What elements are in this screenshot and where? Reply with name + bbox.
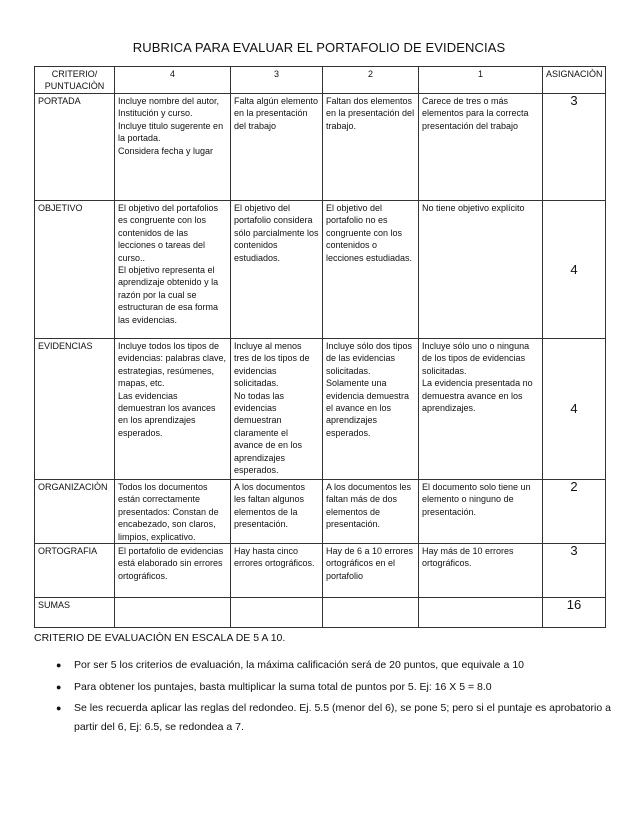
cell-text: Incluye sólo uno o ninguna de los tipos de evidencias solicitadas. <box>422 341 530 376</box>
criterion-cell: PORTADA <box>35 94 115 201</box>
cell-score-3 <box>231 544 323 598</box>
empty-cell <box>115 598 231 628</box>
cell-text: Hay más de 10 errores ortográficos. <box>422 546 514 569</box>
notes-list <box>56 656 616 739</box>
list-item <box>56 678 616 697</box>
header-row <box>35 67 606 94</box>
cell-text: Todos los documentos están correctamente presentados: Constan de encabezado, son claros, limpios, explicativo. <box>118 482 219 542</box>
cell-score-1 <box>419 480 543 544</box>
score-cell: 3 <box>543 94 606 201</box>
cell-text: El objetivo del portafolio no es congruente con los contenidos o lecciones estudiadas. <box>326 203 413 263</box>
criteria-title: CRITERIO DE EVALUACIÒN EN ESCALA DE 5 A 10. <box>34 632 286 644</box>
note-text: Para obtener los puntajes, basta multiplicar la suma total de puntos por 5. Ej: 16 X 5 = 8.0 <box>74 680 492 693</box>
header-score-2: 2 <box>323 67 419 94</box>
cell-score-1 <box>419 339 543 480</box>
cell-score-2 <box>323 94 419 201</box>
header-score-4: 4 <box>115 67 231 94</box>
header-criterio: CRITERIO/ PUNTUACIÒN <box>35 67 115 94</box>
cell-text: Carece de tres o más elementos para la correcta presentación del trabajo <box>422 96 529 131</box>
criterion-cell: ORGANIZACIÒN <box>35 480 115 544</box>
cell-text: Hay de 6 a 10 errores ortográficos en el portafolio <box>326 546 414 581</box>
cell-score-4 <box>115 339 231 480</box>
cell-text: Incluye titulo sugerente en la portada. <box>118 120 224 144</box>
cell-text: A los documentos les faltan algunos elementos de la presentación. <box>234 482 306 530</box>
cell-score-1 <box>419 94 543 201</box>
table-row <box>35 339 606 480</box>
cell-text: Solamente una evidencia demuestra el avance en los aprendizajes esperados. <box>326 378 410 438</box>
table-row <box>35 480 606 544</box>
sum-row <box>35 598 606 628</box>
cell-score-4 <box>115 480 231 544</box>
cell-text: El objetivo del portafolio considera sólo parcialmente los contenidos estudiados. <box>234 203 319 263</box>
cell-score-2 <box>323 544 419 598</box>
bullet-icon: ● <box>56 660 62 670</box>
criterion-cell: OBJETIVO <box>35 201 115 339</box>
score-cell: 4 <box>543 201 606 339</box>
cell-score-3 <box>231 480 323 544</box>
cell-text: Incluye todos los tipos de evidencias: palabras clave, estrategias, resúmenes, mapas, etc. <box>118 341 227 389</box>
criterion-cell: EVIDENCIAS <box>35 339 115 480</box>
cell-text: Incluye al menos tres de los tipos de evidencias solicitadas. <box>234 341 310 389</box>
table-row <box>35 94 606 201</box>
cell-score-4 <box>115 94 231 201</box>
score-cell: 3 <box>543 544 606 598</box>
cell-text: El documento solo tiene un elemento o ninguno de presentación. <box>422 482 531 517</box>
cell-score-3 <box>231 94 323 201</box>
cell-text: Hay hasta cinco errores ortográficos. <box>234 546 315 569</box>
cell-score-1 <box>419 201 543 339</box>
cell-text: El portafolio de evidencias está elaborado sin errores ortográficos. <box>118 546 224 581</box>
cell-score-4 <box>115 201 231 339</box>
cell-text: Incluye sólo dos tipos de las evidencias solicitadas. <box>326 341 413 376</box>
header-score-3: 3 <box>231 67 323 94</box>
empty-cell <box>323 598 419 628</box>
cell-score-3 <box>231 201 323 339</box>
cell-text: El objetivo del portafolios es congruente con los contenidos de las lecciones o tareas del curso.. <box>118 203 219 263</box>
cell-text: El objetivo representa el aprendizaje obtenido y la razón por la cual se estructuran de esa forma las evidencias. <box>118 265 219 325</box>
empty-cell <box>231 598 323 628</box>
cell-text: No tiene objetivo explícito <box>422 203 525 213</box>
table-row <box>35 544 606 598</box>
cell-text: La evidencia presentada no demuestra avance en los aprendizajes. <box>422 378 533 414</box>
note-text: Se les recuerda aplicar las reglas del redondeo. Ej. 5.5 (menor del 6), se pone 5; pero si el puntaje es aprobatorio a partir del 6, Ej: 6.5, se redondea a 7. <box>74 702 611 733</box>
header-asignacion: ASIGNACIÒN <box>543 67 606 94</box>
cell-text: A los documentos les faltan más de dos elementos de presentación. <box>326 482 412 530</box>
rubric-table <box>34 66 606 628</box>
cell-score-2 <box>323 480 419 544</box>
cell-score-3 <box>231 339 323 480</box>
cell-text: Faltan dos elementos en la presentación del trabajo. <box>326 96 415 131</box>
cell-text: Incluye nombre del autor, Institución y curso. <box>118 96 220 119</box>
bullet-icon: ● <box>56 681 62 692</box>
page-title: RUBRICA PARA EVALUAR EL PORTAFOLIO DE EVIDENCIAS <box>132 40 506 55</box>
cell-score-2 <box>323 339 419 480</box>
cell-score-1 <box>419 544 543 598</box>
note-text: Por ser 5 los criterios de evaluación, la máxima calificación será de 20 puntos, que equivale a 10 <box>74 659 524 671</box>
score-cell: 4 <box>543 339 606 480</box>
table-row <box>35 201 606 339</box>
sum-label: SUMAS <box>35 598 115 628</box>
bullet-icon: ● <box>56 703 62 713</box>
cell-text: Falta algún elemento en la presentación del trabajo <box>234 96 319 131</box>
cell-text: Considera fecha y lugar <box>118 145 214 156</box>
criterion-cell: ORTOGRAFIA <box>35 544 115 598</box>
cell-score-2 <box>323 201 419 339</box>
score-cell: 2 <box>543 480 606 544</box>
cell-text: No todas las evidencias demuestran claramente el avance de en los aprendizajes esperados. <box>234 390 303 476</box>
list-item <box>56 699 616 736</box>
cell-text: Las evidencias demuestran los avances en los aprendizajes esperados. <box>118 390 216 438</box>
header-score-1: 1 <box>419 67 543 94</box>
empty-cell <box>419 598 543 628</box>
list-item <box>56 656 616 675</box>
cell-score-4 <box>115 544 231 598</box>
sum-value: 16 <box>543 598 606 628</box>
